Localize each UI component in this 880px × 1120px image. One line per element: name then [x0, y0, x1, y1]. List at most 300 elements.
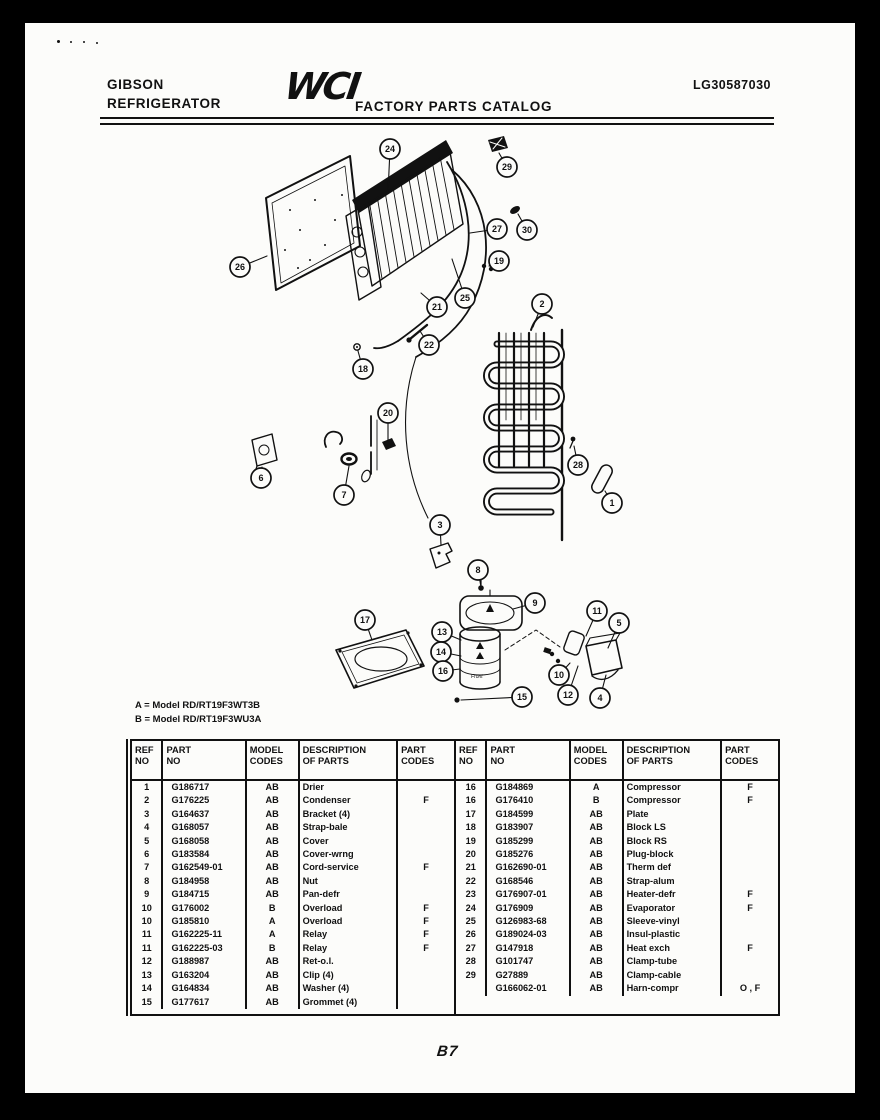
table-row — [456, 888, 778, 901]
table-cell: 24 — [456, 902, 486, 915]
svg-text:19: 19 — [493, 256, 505, 267]
table-cell: 16 — [456, 780, 486, 794]
table-cell: G185299 — [486, 835, 569, 848]
table-cell — [397, 821, 454, 834]
evaporator-fin — [432, 163, 446, 235]
table-cell: AB — [246, 808, 299, 821]
plate-part — [336, 630, 424, 688]
table-cell: Heat exch — [623, 942, 722, 955]
plug-block-part — [382, 438, 396, 450]
table-cell: AB — [570, 808, 623, 821]
table-cell: 22 — [456, 875, 486, 888]
table-row — [132, 861, 454, 874]
table-cell: Plate — [623, 808, 722, 821]
table-cell — [721, 861, 778, 874]
svg-text:21: 21 — [431, 302, 443, 313]
svg-text:26: 26 — [234, 262, 246, 273]
table-cell: G185276 — [486, 848, 569, 861]
table-cell: 3 — [132, 808, 162, 821]
table-row — [132, 928, 454, 941]
svg-text:9: 9 — [532, 598, 538, 609]
callout-balloon-29 — [497, 157, 517, 177]
table-cell: AB — [246, 848, 299, 861]
page-number: B7 — [436, 1043, 460, 1060]
table-cell: 15 — [132, 996, 162, 1009]
table-cell: AB — [246, 861, 299, 874]
table-cell: G126983-68 — [486, 915, 569, 928]
table-cell: AB — [246, 996, 299, 1009]
table-cell: Harn-compr — [623, 982, 722, 995]
svg-text:7: 7 — [341, 490, 347, 501]
table-cell: AB — [246, 955, 299, 968]
callout-balloon-2 — [532, 294, 552, 314]
table-cell: Clamp-tube — [623, 955, 722, 968]
table-row — [456, 835, 778, 848]
table-row — [132, 969, 454, 982]
table-cell: G185810 — [162, 915, 245, 928]
table-row — [456, 794, 778, 807]
table-cell: Block LS — [623, 821, 722, 834]
table-header-row — [456, 741, 778, 780]
callout-balloon-11 — [587, 601, 607, 621]
svg-text:2: 2 — [539, 299, 545, 310]
table-cell: G176410 — [486, 794, 569, 807]
table-cell: 20 — [456, 848, 486, 861]
table-cell: F — [747, 942, 753, 953]
table-row — [132, 875, 454, 888]
column-header: PART NO — [486, 741, 569, 780]
model-notes — [135, 699, 261, 727]
table-cell: G183584 — [162, 848, 245, 861]
table-cell: Cover-wrng — [299, 848, 398, 861]
callout-balloon-21 — [427, 297, 447, 317]
table-cell: AB — [246, 835, 299, 848]
table-cell: G162225-03 — [162, 942, 245, 955]
table-row — [456, 955, 778, 968]
table-cell: 16 — [456, 794, 486, 807]
brand-line1: GIBSON — [107, 77, 164, 92]
callout-balloon-9 — [525, 593, 545, 613]
table-cell: F — [423, 929, 429, 940]
callout-balloon-7 — [334, 485, 354, 505]
table-cell — [397, 848, 454, 861]
table-row — [132, 808, 454, 821]
table-cell: AB — [246, 888, 299, 901]
table-cell: G176002 — [162, 902, 245, 915]
insul-panel-part — [266, 156, 360, 290]
svg-text:25: 25 — [459, 293, 471, 304]
table-cell: AB — [246, 821, 299, 834]
table-cell: 29 — [456, 969, 486, 982]
table-cell: G168546 — [486, 875, 569, 888]
column-header: DESCRIPTION OF PARTS — [299, 741, 398, 780]
callout-balloon-8 — [468, 560, 488, 580]
table-cell: G189024-03 — [486, 928, 569, 941]
svg-text:27: 27 — [491, 224, 503, 235]
table-cell: G184958 — [162, 875, 245, 888]
table-cell: Block RS — [623, 835, 722, 848]
callout-balloon-28 — [568, 455, 588, 475]
table-cell: 21 — [456, 861, 486, 874]
table-cell: 27 — [456, 942, 486, 955]
table-cell: A — [246, 915, 299, 928]
parts-table-section — [130, 739, 780, 1016]
table-cell — [397, 982, 454, 995]
column-header: PART NO — [162, 741, 245, 780]
table-cell: G184869 — [486, 780, 569, 794]
table-cell: Overload — [299, 902, 398, 915]
drier-part — [590, 463, 615, 495]
table-cell — [721, 915, 778, 928]
table-cell: A — [570, 780, 623, 794]
svg-text:15: 15 — [516, 692, 528, 703]
callout-balloon-6 — [251, 468, 271, 488]
svg-text:28: 28 — [572, 460, 584, 471]
table-cell: 25 — [456, 915, 486, 928]
table-cell: B — [246, 902, 299, 915]
table-cell: AB — [570, 982, 623, 995]
table-cell: 17 — [456, 808, 486, 821]
svg-text:16: 16 — [437, 666, 449, 677]
table-cell: Strap-alum — [623, 875, 722, 888]
table-cell: Pan-defr — [299, 888, 398, 901]
callout-balloon-13 — [432, 622, 452, 642]
table-row — [132, 996, 454, 1009]
table-cell: O , F — [739, 983, 761, 994]
svg-text:22: 22 — [423, 340, 435, 351]
table-cell — [456, 982, 486, 995]
table-row — [456, 808, 778, 821]
callout-balloon-25 — [455, 288, 475, 308]
table-cell: AB — [570, 821, 623, 834]
table-row — [456, 982, 778, 995]
table-cell: Overload — [299, 915, 398, 928]
svg-text:1: 1 — [609, 498, 615, 509]
table-cell: 26 — [456, 928, 486, 941]
table-cell: AB — [246, 794, 299, 807]
mount-bracket-part — [430, 543, 452, 568]
table-cell: G188987 — [162, 955, 245, 968]
table-row — [132, 915, 454, 928]
table-cell: G184715 — [162, 888, 245, 901]
svg-text:17: 17 — [359, 615, 371, 626]
table-cell: Nut — [299, 875, 398, 888]
callout-balloon-1 — [602, 493, 622, 513]
callout-balloon-10 — [549, 665, 569, 685]
table-cell: AB — [570, 902, 623, 915]
table-cell: Insul-plastic — [623, 928, 722, 941]
table-cell: G101747 — [486, 955, 569, 968]
callout-balloon-3 — [430, 515, 450, 535]
callout-balloon-27 — [487, 219, 507, 239]
table-cell — [721, 969, 778, 982]
table-cell: AB — [570, 915, 623, 928]
table-cell: 6 — [132, 848, 162, 861]
table-cell: F — [747, 782, 753, 792]
table-row — [456, 969, 778, 982]
table-cell: 11 — [132, 928, 162, 941]
table-cell: Plug-block — [623, 848, 722, 861]
svg-text:6: 6 — [258, 473, 264, 484]
table-cell: G166062-01 — [486, 982, 569, 995]
table-cell: B — [246, 942, 299, 955]
table-cell: 8 — [132, 875, 162, 888]
table-cell — [721, 875, 778, 888]
doc-number: LG30587030 — [693, 78, 771, 92]
table-cell: Strap-bale — [299, 821, 398, 834]
scan-speck — [70, 41, 72, 43]
table-cell — [721, 848, 778, 861]
table-cell: 1 — [132, 780, 162, 794]
table-cell — [397, 875, 454, 888]
callout-balloon-12 — [558, 685, 578, 705]
table-row — [456, 780, 778, 794]
parts-table — [456, 741, 778, 996]
parts-table-right — [454, 739, 780, 1016]
table-cell: G168057 — [162, 821, 245, 834]
table-cell: 19 — [456, 835, 486, 848]
table-cell: G162690-01 — [486, 861, 569, 874]
table-cell: Heater-defr — [623, 888, 722, 901]
callout-balloon-19 — [489, 251, 509, 271]
column-header: MODEL CODES — [246, 741, 299, 780]
defrost-pan-part — [460, 580, 522, 630]
table-row — [456, 861, 778, 874]
table-cell — [397, 808, 454, 821]
table-cell: G176225 — [162, 794, 245, 807]
table-row — [456, 902, 778, 915]
table-cell: 5 — [132, 835, 162, 848]
table-cell: Relay — [299, 928, 398, 941]
svg-text:20: 20 — [382, 408, 394, 419]
table-cell — [397, 955, 454, 968]
table-cell: AB — [246, 780, 299, 794]
table-cell: G164834 — [162, 982, 245, 995]
table-cell — [397, 996, 454, 1009]
exploded-parts-diagram — [85, 133, 825, 733]
evaporator-fin — [440, 157, 454, 229]
table-cell: Grommet (4) — [299, 996, 398, 1009]
callout-balloon-15 — [512, 687, 532, 707]
table-cell: Condenser — [299, 794, 398, 807]
table-cell: G162225-11 — [162, 928, 245, 941]
table-cell: G147918 — [486, 942, 569, 955]
table-row — [132, 888, 454, 901]
brand-name — [107, 75, 221, 113]
bracket-part — [252, 434, 277, 472]
scan-speck — [57, 40, 60, 43]
table-cell: A — [246, 928, 299, 941]
callout-balloon-22 — [419, 335, 439, 355]
table-row — [132, 848, 454, 861]
callout-balloon-24 — [380, 139, 400, 159]
table-cell: 7 — [132, 861, 162, 874]
table-cell: AB — [570, 835, 623, 848]
table-cell: G163204 — [162, 969, 245, 982]
table-row — [132, 794, 454, 807]
callout-balloon-16 — [433, 661, 453, 681]
table-cell: Evaporator — [623, 902, 722, 915]
table-cell — [721, 928, 778, 941]
callout-balloon-14 — [431, 642, 451, 662]
sleeve-part — [509, 204, 522, 215]
table-cell: AB — [570, 928, 623, 941]
svg-text:10: 10 — [553, 670, 565, 681]
callout-balloon-26 — [230, 257, 250, 277]
table-row — [132, 835, 454, 848]
parts-table — [132, 741, 454, 1009]
column-header: REF NO — [456, 741, 486, 780]
svg-text:30: 30 — [521, 225, 533, 236]
table-cell: G177617 — [162, 996, 245, 1009]
table-cell: G183907 — [486, 821, 569, 834]
svg-text:11: 11 — [592, 606, 602, 617]
svg-text:13: 13 — [436, 627, 448, 638]
scan-speck — [96, 42, 98, 44]
table-row — [132, 780, 454, 794]
table-row — [132, 982, 454, 995]
table-row — [132, 821, 454, 834]
header-rule — [100, 117, 774, 125]
callout-balloon-18 — [353, 359, 373, 379]
table-cell: G162549-01 — [162, 861, 245, 874]
svg-text:3: 3 — [437, 520, 443, 531]
table-cell: Ret-o.l. — [299, 955, 398, 968]
table-row — [456, 942, 778, 955]
svg-text:24: 24 — [384, 144, 396, 155]
table-row — [132, 955, 454, 968]
table-cell: F — [423, 795, 429, 806]
svg-text:12: 12 — [562, 690, 574, 701]
table-cell: AB — [570, 955, 623, 968]
table-cell: Therm def — [623, 861, 722, 874]
table-cell: AB — [570, 942, 623, 955]
table-cell — [721, 955, 778, 968]
table-cell: 10 — [132, 902, 162, 915]
table-cell: Washer (4) — [299, 982, 398, 995]
column-header: PART CODES — [721, 741, 778, 780]
table-row — [132, 942, 454, 955]
svg-text:14: 14 — [435, 647, 447, 658]
table-cell: 18 — [456, 821, 486, 834]
evaporator-part — [346, 140, 463, 300]
table-cell — [397, 835, 454, 848]
table-header-row — [132, 741, 454, 780]
table-cell: AB — [246, 982, 299, 995]
table-cell: Cord-service — [299, 861, 398, 874]
table-row — [456, 821, 778, 834]
column-header: DESCRIPTION OF PARTS — [623, 741, 722, 780]
svg-text:29: 29 — [501, 162, 513, 173]
svg-text:5: 5 — [616, 618, 622, 629]
table-cell: AB — [570, 861, 623, 874]
table-cell: G176909 — [486, 902, 569, 915]
table-cell: G27889 — [486, 969, 569, 982]
callout-balloon-4 — [590, 688, 610, 708]
table-cell: G176907-01 — [486, 888, 569, 901]
table-row — [456, 848, 778, 861]
table-cell: G184599 — [486, 808, 569, 821]
table-cell: 28 — [456, 955, 486, 968]
table-cell: F — [747, 902, 753, 913]
table-cell: F — [747, 889, 753, 900]
table-row — [456, 875, 778, 888]
model-note-a: A = Model RD/RT19F3WT3B — [135, 700, 261, 711]
table-cell: 10 — [132, 915, 162, 928]
column-header: REF NO — [132, 741, 162, 780]
catalog-title: FACTORY PARTS CATALOG — [355, 99, 553, 114]
paper-page — [25, 23, 855, 1093]
table-row — [132, 902, 454, 915]
scan-speck — [83, 41, 85, 43]
condenser-part — [487, 315, 562, 540]
wci-logo: WCI — [281, 65, 361, 108]
table-cell: G186717 — [162, 780, 245, 794]
table-cell: AB — [246, 875, 299, 888]
table-cell: Compressor — [623, 780, 722, 794]
callout-balloon-20 — [378, 403, 398, 423]
table-cell: Compressor — [623, 794, 722, 807]
svg-text:4: 4 — [597, 693, 603, 704]
compressor-part — [454, 627, 500, 703]
table-cell: 14 — [132, 982, 162, 995]
table-cell: Drier — [299, 780, 398, 794]
table-cell: Relay — [299, 942, 398, 955]
table-cell: F — [423, 862, 429, 873]
table-cell: F — [423, 916, 429, 927]
table-cell: Cover — [299, 835, 398, 848]
table-cell: 9 — [132, 888, 162, 901]
table-row — [456, 928, 778, 941]
table-cell: 11 — [132, 942, 162, 955]
model-note-b: B = Model RD/RT19F3WU3A — [135, 714, 262, 725]
compressor-front-label: Front — [471, 674, 483, 680]
table-row — [456, 915, 778, 928]
column-header: PART CODES — [397, 741, 454, 780]
clamp-cable-part — [488, 136, 508, 152]
table-cell: AB — [570, 969, 623, 982]
table-cell: Clamp-cable — [623, 969, 722, 982]
table-cell: B — [570, 794, 623, 807]
table-cell: F — [423, 942, 429, 953]
svg-text:18: 18 — [357, 364, 369, 375]
table-cell: 13 — [132, 969, 162, 982]
parts-table-left — [130, 739, 456, 1016]
table-cell: Clip (4) — [299, 969, 398, 982]
table-cell — [397, 888, 454, 901]
table-cell: AB — [246, 969, 299, 982]
table-cell: Sleeve-vinyl — [623, 915, 722, 928]
table-cell — [397, 780, 454, 794]
table-cell: F — [747, 795, 753, 806]
brand-line2: REFRIGERATOR — [107, 96, 221, 111]
table-cell: AB — [570, 888, 623, 901]
table-cell: G164637 — [162, 808, 245, 821]
callout-balloon-30 — [517, 220, 537, 240]
callout-balloon-17 — [355, 610, 375, 630]
svg-text:8: 8 — [475, 565, 481, 576]
table-cell: G168058 — [162, 835, 245, 848]
cord-clamp-part — [325, 432, 372, 483]
table-cell — [397, 969, 454, 982]
table-cell: F — [423, 902, 429, 913]
table-cell — [721, 835, 778, 848]
table-cell: Bracket (4) — [299, 808, 398, 821]
table-cell: AB — [570, 875, 623, 888]
callout-balloon-5 — [609, 613, 629, 633]
table-cell — [721, 821, 778, 834]
table-cell: 23 — [456, 888, 486, 901]
